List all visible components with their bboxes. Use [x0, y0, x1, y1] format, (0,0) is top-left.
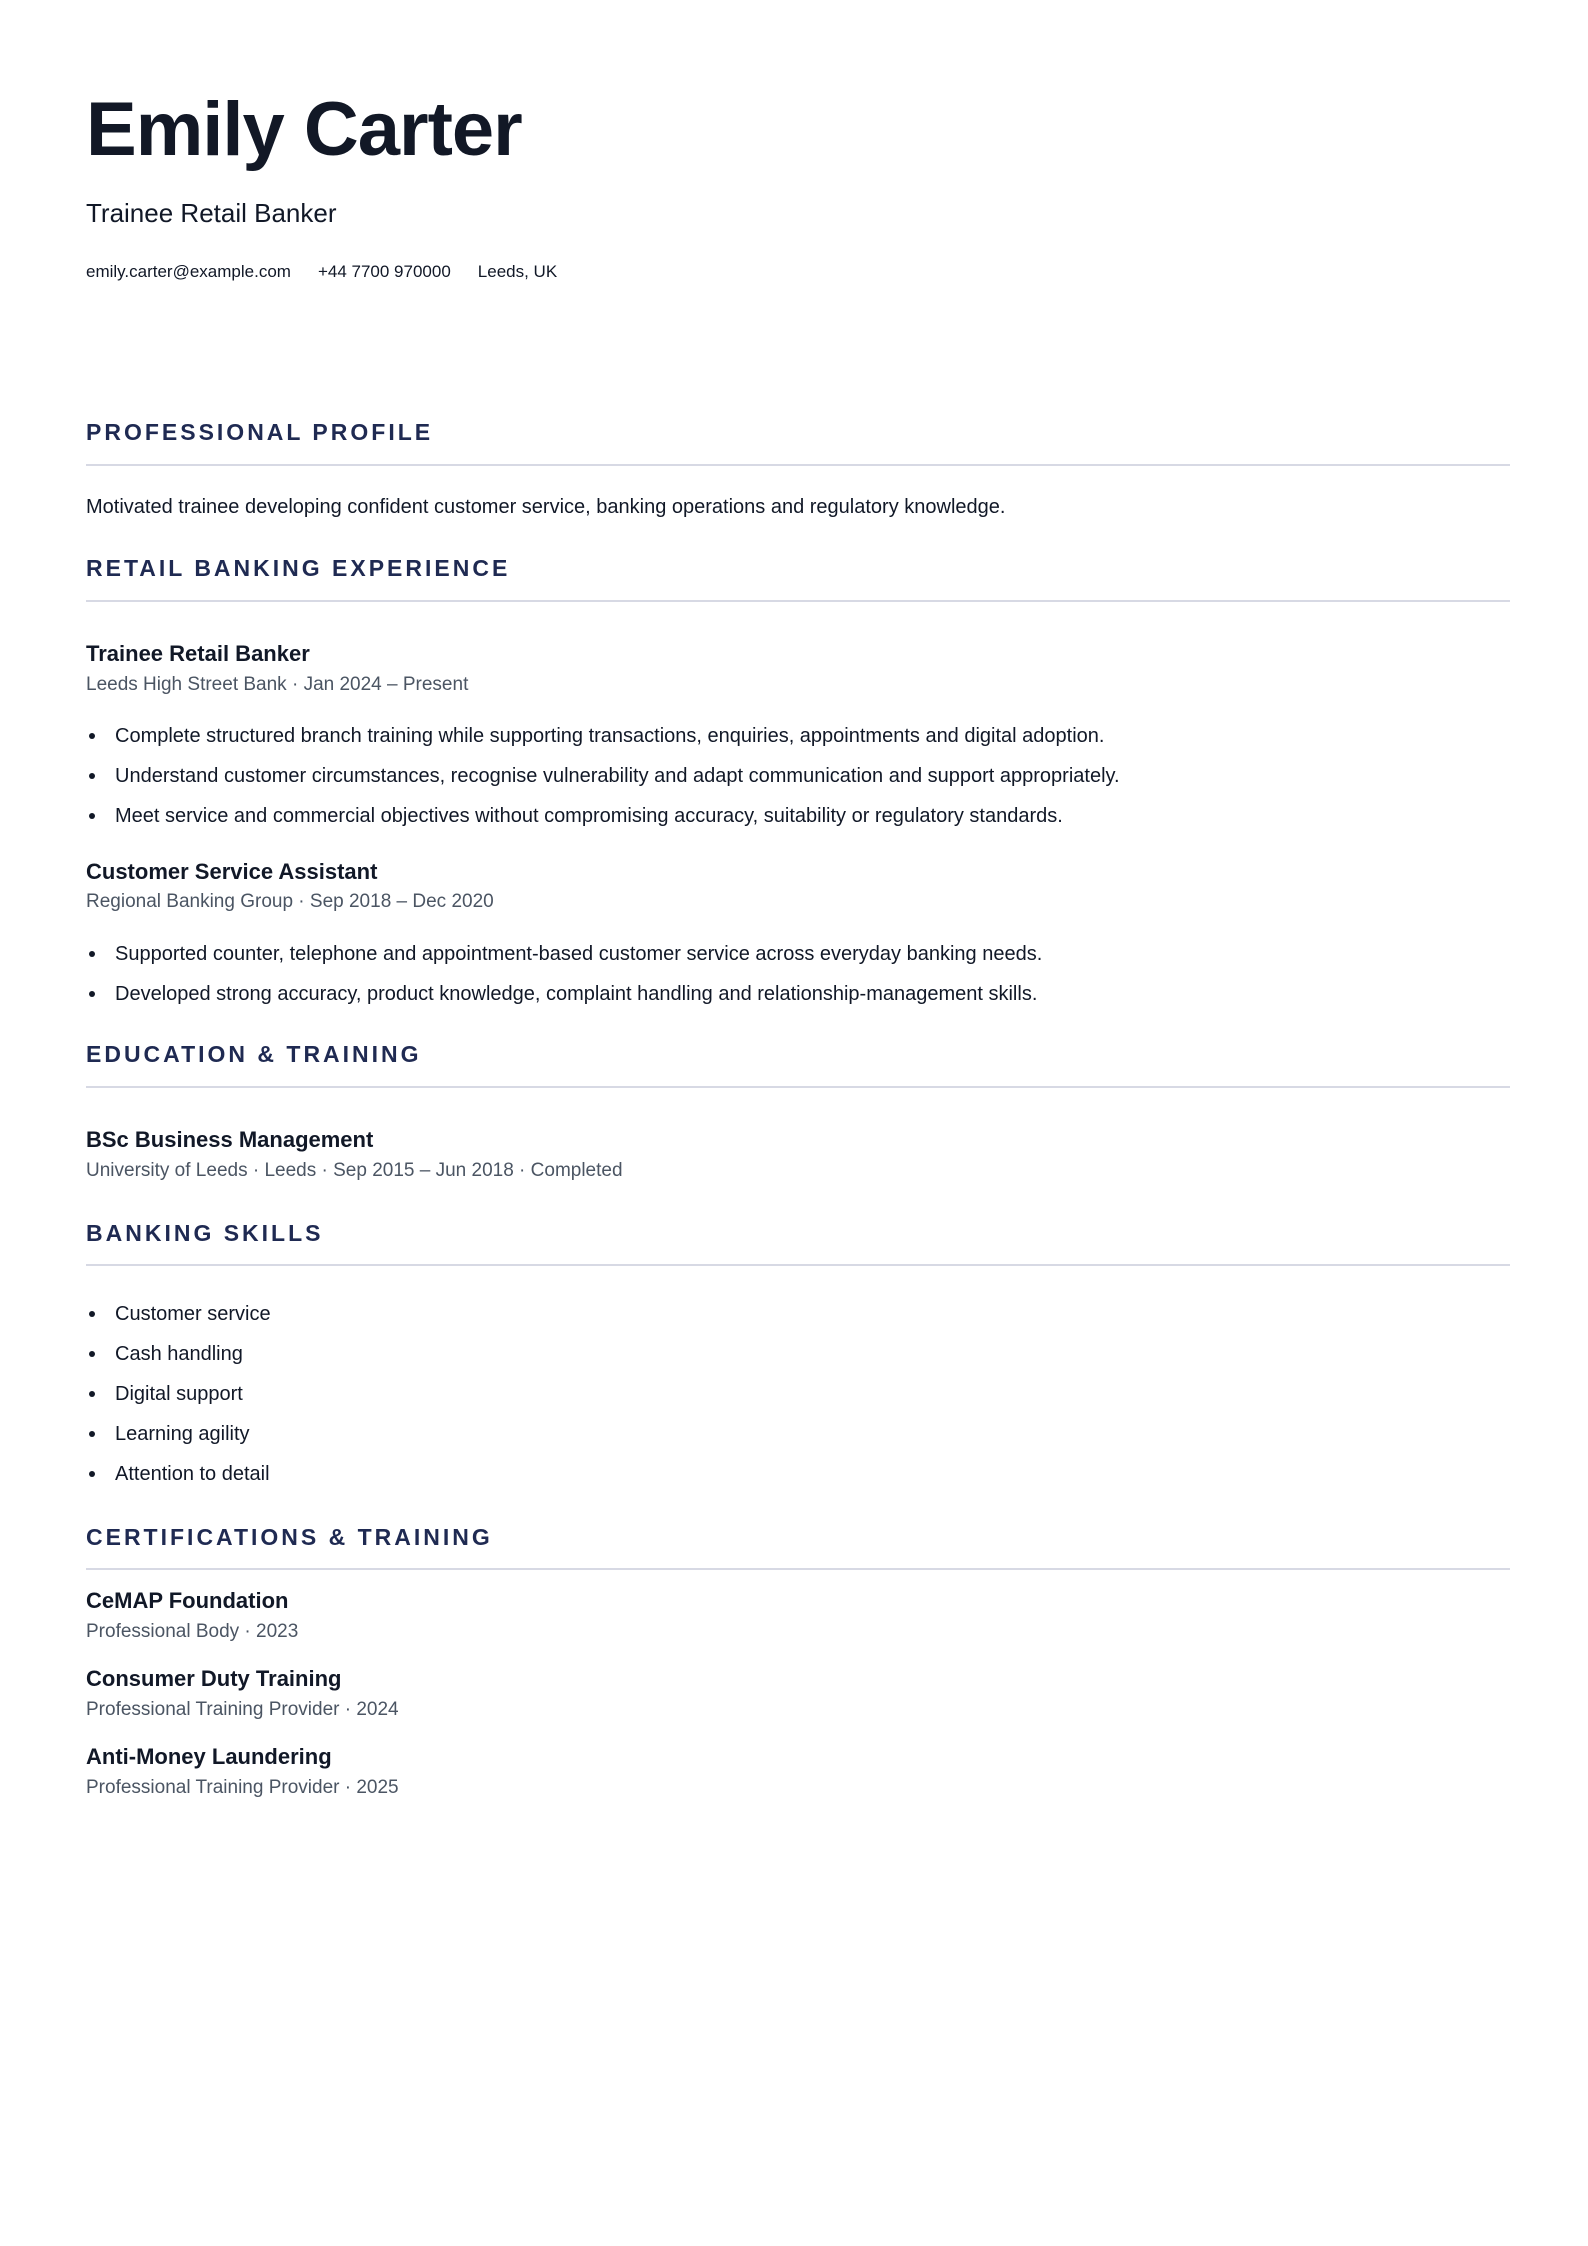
job-meta: Regional Banking Group · Sep 2018 – Dec 2020 [86, 891, 494, 912]
section-title-professional-profile: PROFESSIONAL PROFILE [86, 419, 434, 445]
section-title-certifications: CERTIFICATIONS & TRAINING [86, 1524, 493, 1550]
contact-phone: +44 7700 970000 [317, 262, 451, 281]
bullet-icon [89, 1431, 95, 1437]
skill-text: Customer service [115, 1303, 271, 1325]
certification-meta: Professional Body · 2023 [86, 1621, 299, 1642]
education-title: BSc Business Management [86, 1127, 374, 1152]
candidate-name: Emily Carter [86, 87, 522, 172]
bullet-icon [89, 813, 95, 819]
bullet-icon [89, 1391, 95, 1397]
certification-meta: Professional Training Provider · 2025 [86, 1777, 399, 1798]
section-divider [86, 1568, 1510, 1570]
bullet-icon [89, 773, 95, 779]
job-bullet-text: Developed strong accuracy, product knowledge, complaint handling and relationship-management skills. [115, 983, 1038, 1005]
bullet-icon [89, 1471, 95, 1477]
certification-title: Anti-Money Laundering [86, 1744, 332, 1769]
candidate-headline: Trainee Retail Banker [86, 198, 337, 228]
job-title: Trainee Retail Banker [86, 641, 310, 666]
section-divider [86, 1264, 1510, 1266]
skill-text: Cash handling [115, 1343, 243, 1365]
skill-text: Learning agility [115, 1423, 250, 1445]
certification-title: Consumer Duty Training [86, 1666, 342, 1691]
bullet-icon [89, 1311, 95, 1317]
contact-email: emily.carter@example.com [86, 262, 291, 281]
education-meta: University of Leeds · Leeds · Sep 2015 – Jun 2018 · Completed [86, 1160, 623, 1181]
section-divider [86, 464, 1510, 466]
section-title-skills: BANKING SKILLS [86, 1220, 324, 1246]
section-title-education: EDUCATION & TRAINING [86, 1041, 422, 1067]
job-bullet-text: Supported counter, telephone and appointment-based customer service across everyday banking needs. [115, 943, 1043, 965]
profile-summary: Motivated trainee developing confident customer service, banking operations and regulatory knowledge. [86, 496, 1006, 518]
bullet-icon [89, 733, 95, 739]
job-meta: Leeds High Street Bank · Jan 2024 – Present [86, 674, 469, 695]
bullet-icon [89, 1351, 95, 1357]
contact-location: Leeds, UK [477, 262, 558, 281]
certification-meta: Professional Training Provider · 2024 [86, 1699, 399, 1720]
bullet-icon [89, 951, 95, 957]
job-bullet-text: Complete structured branch training while supporting transactions, enquiries, appointments and digital adoption. [115, 725, 1105, 747]
certification-title: CeMAP Foundation [86, 1588, 289, 1613]
section-title-experience: RETAIL BANKING EXPERIENCE [86, 555, 511, 581]
skill-text: Attention to detail [115, 1463, 270, 1485]
job-title: Customer Service Assistant [86, 859, 378, 884]
section-divider [86, 600, 1510, 602]
skill-text: Digital support [115, 1383, 243, 1405]
contact-details [86, 261, 557, 283]
job-bullet-text: Meet service and commercial objectives without compromising accuracy, suitability or regulatory standards. [115, 805, 1063, 827]
bullet-icon [89, 991, 95, 997]
job-bullet-text: Understand customer circumstances, recognise vulnerability and adapt communication and support appropriately. [115, 765, 1120, 787]
section-divider [86, 1086, 1510, 1088]
